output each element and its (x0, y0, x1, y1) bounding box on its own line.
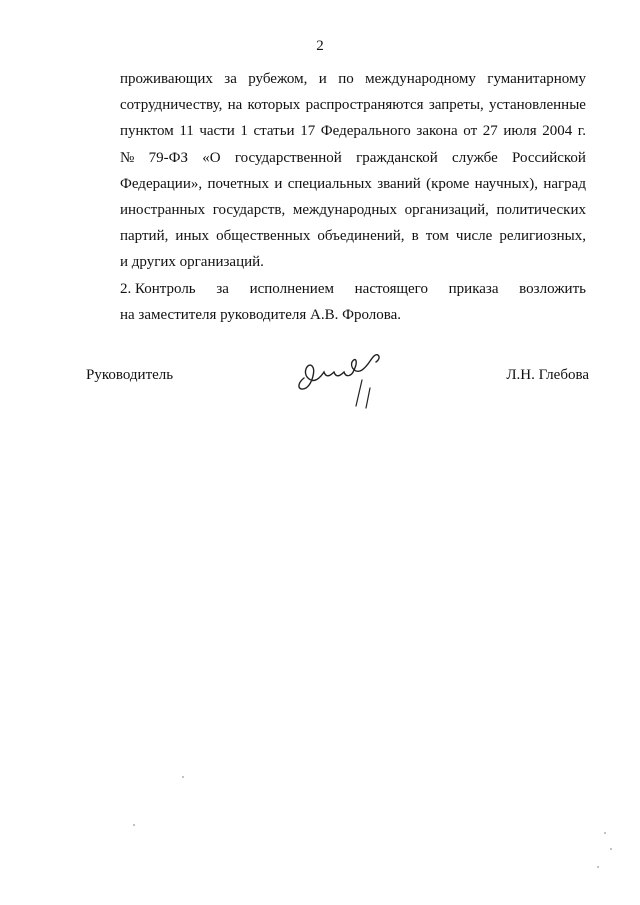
text-line (120, 276, 586, 302)
word: том (425, 228, 449, 245)
word: г. (577, 123, 586, 140)
word: запреты, (428, 97, 484, 114)
signatory-title: Руководитель (86, 367, 174, 383)
word: от (463, 123, 478, 140)
word: гуманитарному (487, 71, 586, 87)
word: международных (292, 202, 397, 219)
handwritten-signature (290, 348, 400, 410)
text-line (120, 66, 586, 92)
text-line (120, 197, 586, 223)
word: на заместителя руководителя А.В. Фролова. (120, 306, 402, 323)
word: 2. Контроль (120, 280, 196, 297)
word: почетных (207, 175, 269, 192)
text-line (120, 145, 586, 171)
signature-block (86, 367, 589, 407)
word: настоящего (354, 280, 428, 297)
word: исполнением (249, 280, 334, 297)
word: июля (503, 123, 537, 140)
text-line (120, 92, 586, 118)
word: проживающих (120, 71, 213, 87)
word: иностранных (120, 202, 206, 219)
word: в (411, 228, 419, 245)
word: наград (543, 175, 586, 192)
word: (кроме (426, 175, 470, 192)
word: службе (452, 149, 498, 166)
word: 1 (240, 123, 248, 140)
text-line (120, 223, 586, 249)
scan-speck (604, 832, 606, 834)
word: 11 (179, 123, 194, 140)
word: организаций, (404, 202, 489, 219)
word: объединений, (317, 228, 405, 245)
word: распространяются (305, 97, 424, 114)
word: за (224, 71, 237, 87)
word: по (338, 71, 354, 87)
word: и (318, 71, 327, 87)
word: возложить (519, 280, 586, 297)
text-line (120, 118, 586, 144)
word: научных), (474, 175, 538, 192)
scan-speck (610, 848, 612, 850)
word: 27 (482, 123, 498, 140)
word: религиозных, (499, 228, 586, 245)
word: государственной (234, 149, 342, 166)
scan-speck (597, 866, 599, 868)
word: специальных (287, 175, 372, 192)
word: званий (377, 175, 421, 192)
word: статьи (253, 123, 295, 140)
word: иных (175, 228, 210, 245)
word: пунктом (120, 123, 174, 140)
word: рубежом, (248, 71, 308, 87)
word: «О (202, 149, 221, 166)
word: Российской (512, 149, 586, 166)
word: и другиx организаций. (120, 254, 264, 271)
text-line (120, 249, 586, 275)
word: и (274, 175, 283, 192)
word: № (120, 149, 135, 166)
scan-speck (133, 824, 135, 826)
document-body (120, 66, 586, 328)
text-line (120, 302, 586, 328)
word: за (216, 280, 229, 297)
word: международному (365, 71, 476, 87)
word: на (227, 97, 243, 114)
word: числе (455, 228, 493, 245)
word: Федерации», (120, 175, 203, 192)
signatory-name: Л.Н. Глебова (506, 367, 589, 383)
word: гражданской (356, 149, 438, 166)
word: государств, (212, 202, 286, 219)
text-line (120, 171, 586, 197)
word: Федерального (320, 123, 411, 140)
word: установленные (489, 97, 586, 114)
word: общественных (216, 228, 311, 245)
word: которых (247, 97, 301, 114)
word: политических (496, 202, 586, 219)
word: 2004 (542, 123, 573, 140)
scan-speck (182, 776, 184, 778)
word: закона (416, 123, 458, 140)
word: 17 (300, 123, 316, 140)
word: 79-ФЗ (148, 149, 188, 166)
word: сотрудничеству, (120, 97, 223, 114)
page-number: 2 (316, 38, 324, 54)
word: приказа (448, 280, 499, 297)
word: части (199, 123, 235, 140)
word: партий, (120, 228, 169, 245)
